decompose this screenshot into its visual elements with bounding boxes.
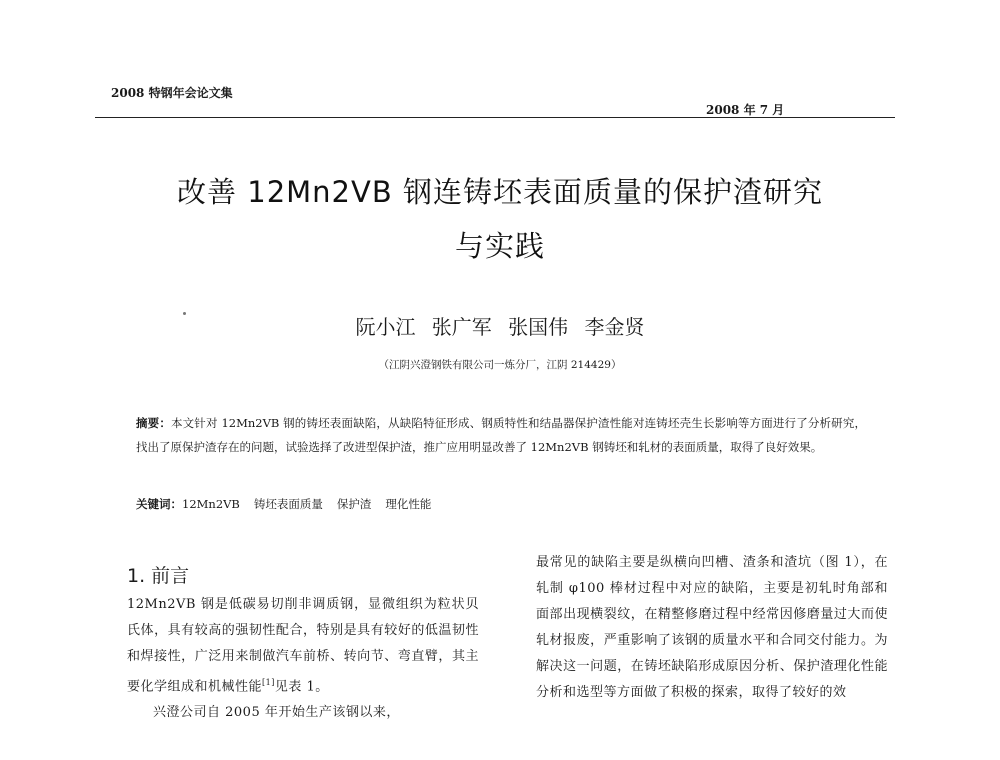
- citation-ref: [1]: [262, 678, 275, 687]
- keyword: 铸坯表面质量: [253, 497, 323, 511]
- abstract-label: 摘要：: [136, 416, 171, 430]
- title-line-1: 改善 12Mn2VB 钢连铸坯表面质量的保护渣研究: [177, 175, 823, 209]
- left-column: [127, 560, 479, 726]
- keyword: 12Mn2VB: [182, 497, 240, 511]
- intro-paragraph-1: [127, 592, 479, 700]
- affiliation: （江阴兴澄钢铁有限公司一炼分厂，江阴 214429）: [378, 359, 622, 371]
- paper-title: [60, 165, 940, 273]
- intro-text-b: 见表 1。: [274, 679, 329, 695]
- author-list: 阮小江 张广军 张国伟 李金贤: [355, 315, 645, 339]
- keywords: [136, 496, 445, 512]
- title-line-2: 与实践: [454, 229, 545, 263]
- section-heading: 1. 前言: [127, 565, 190, 587]
- right-column-paragraph: 最常见的缺陷主要是纵横向凹槽、渣条和渣坑（图 1），在轧制 φ100 棒材过程中对应的缺陷，主要是初轧时角部和面部出现横裂纹，在精整修磨过程中经常因修磨量过大而使轧材报废，严重影响了该钢的质量水平和合同交付能力。为解决这一问题，在铸坯缺陷形成原因分析、保护渣理化性能分析和选型等方面做了积极的探索，取得了较好的效: [536, 555, 888, 700]
- abstract: [136, 411, 866, 459]
- intro-text-a: 12Mn2VB 钢是低碳易切削非调质钢，显微组织为粒状贝氏体，具有较高的强韧性配合，特别是具有较好的低温韧性和焊接性，广泛用来制做汽车前桥、转向节、弯直臂，其主要化学组成和机械性能: [127, 597, 479, 695]
- intro-paragraph-2: 兴澄公司自 2005 年开始生产该钢以来，: [153, 705, 400, 721]
- issue-date: 2008 年 7 月: [706, 103, 785, 117]
- keyword: 保护渣: [336, 497, 372, 511]
- abstract-text: 本文针对 12Mn2VB 钢的铸坯表面缺陷，从缺陷特征形成、钢质特性和结晶器保护渣性能对连铸坯壳生长影响等方面进行了分析研究，找出了原保护渣存在的问题，试验选择了改进型保护渣，推广应用明显改善了 12Mn2VB 钢铸坯和轧材的表面质量，取得了良好效果。: [136, 416, 866, 454]
- keywords-label: 关键词：: [136, 497, 182, 511]
- journal-header: 2008 特钢年会论文集: [111, 86, 233, 100]
- right-column: [536, 550, 888, 706]
- keyword: 理化性能: [385, 497, 432, 511]
- header-rule: [95, 117, 895, 118]
